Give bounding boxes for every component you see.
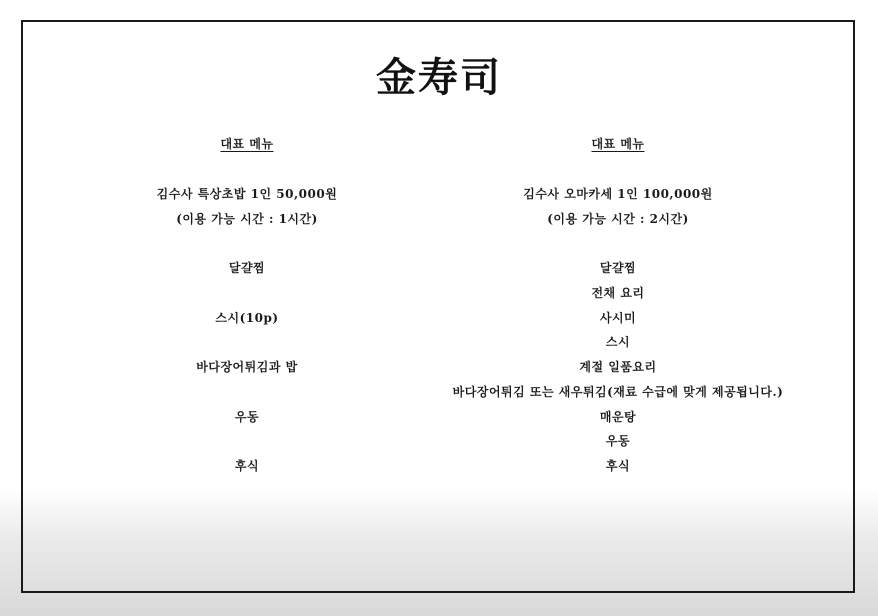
right-menu-item: 달걀찜 xyxy=(599,261,637,275)
left-menu-item: 스시(10p) xyxy=(215,311,279,325)
left-menu-item: 바다장어튀김과 밥 xyxy=(196,360,298,374)
right-menu-item: 매운탕 xyxy=(599,410,637,424)
restaurant-title: 金寿司 xyxy=(376,54,502,101)
left-menu-item: 후식 xyxy=(234,459,260,473)
left-menu-item: 달걀찜 xyxy=(228,261,266,275)
right-menu-item: 바다장어튀김 또는 새우튀김(재료 수급에 맞게 제공됩니다.) xyxy=(452,385,784,399)
left-menu-heading: 대표 메뉴 xyxy=(220,137,274,151)
left-menu-item: 우동 xyxy=(234,410,260,424)
right-menu-item: 사시미 xyxy=(599,311,637,325)
left-course-name: 김수사 특상초밥 1인 50,000원 xyxy=(156,187,338,201)
right-menu-item: 계절 일품요리 xyxy=(579,360,657,374)
right-course-name: 김수사 오마카세 1인 100,000원 xyxy=(523,187,713,201)
right-menu-item: 전채 요리 xyxy=(591,286,645,300)
right-menu-item: 스시 xyxy=(605,335,631,349)
right-course-time: (이용 가능 시간 : 2시간) xyxy=(547,212,689,226)
right-menu-item: 후식 xyxy=(605,459,631,473)
right-menu-item: 우동 xyxy=(605,434,631,448)
menu-board-frame xyxy=(21,20,855,593)
left-course-time: (이용 가능 시간 : 1시간) xyxy=(176,212,318,226)
right-menu-heading: 대표 메뉴 xyxy=(591,137,645,151)
